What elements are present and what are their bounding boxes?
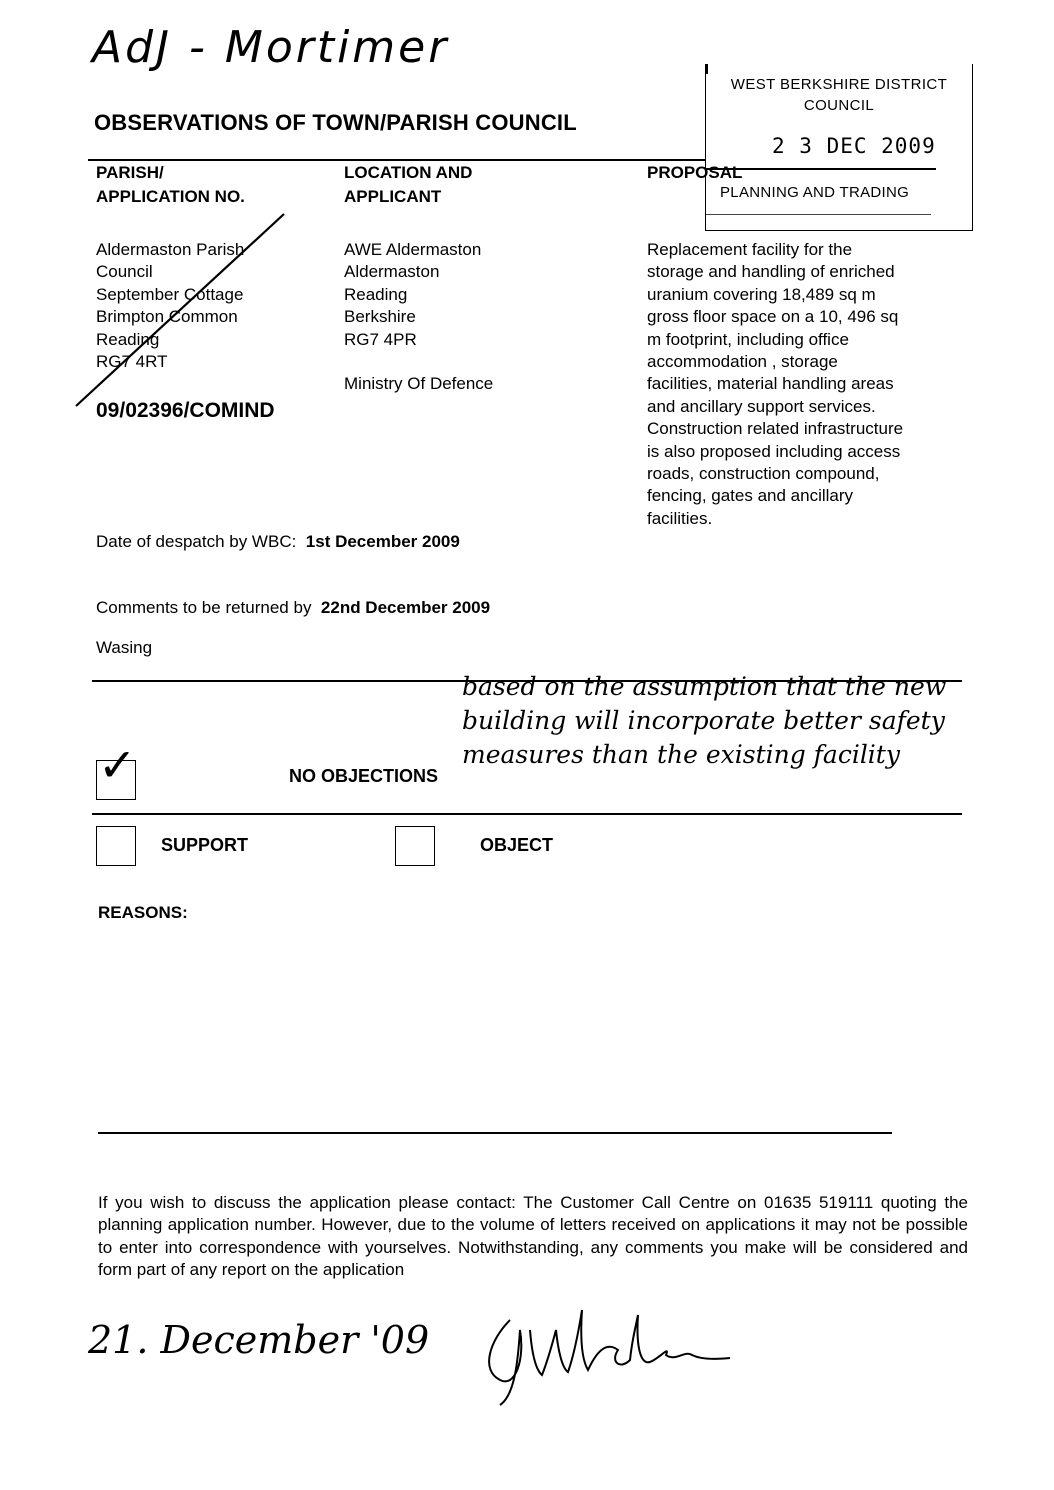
proposal-description — [647, 239, 952, 530]
parish-address-line: Brimpton Common — [96, 307, 238, 327]
handwritten-comment-line: based on the assumption that the new — [462, 672, 947, 701]
parish-address-line: RG7 4RT — [96, 352, 168, 372]
object-checkbox[interactable] — [395, 826, 435, 866]
handwritten-date: 21. December '09 — [88, 1318, 430, 1362]
support-checkbox[interactable] — [96, 826, 136, 866]
proposal-line: is also proposed including access — [647, 441, 901, 461]
handwritten-header: AdJ - Mortimer — [92, 22, 450, 73]
form-title: OBSERVATIONS OF TOWN/PARISH COUNCIL — [94, 110, 577, 135]
parish-address-line: September Cottage — [96, 284, 244, 304]
return-label: Comments to be returned by — [96, 598, 312, 617]
proposal-line: uranium covering 18,489 sq m — [647, 284, 876, 304]
proposal-line: facilities. — [647, 508, 713, 528]
applicant-address-line: Berkshire — [344, 307, 416, 327]
proposal-line: Replacement facility for the — [647, 240, 853, 259]
parish-address-line: Council — [96, 262, 153, 282]
proposal-line: m footprint, including office — [647, 329, 849, 349]
despatch-date-row — [96, 532, 460, 552]
column-header-parish — [96, 161, 245, 209]
proposal-line: facilities, material handling areas — [647, 374, 894, 394]
proposal-line: and ancillary support services. — [647, 396, 876, 416]
applicant-address-line: AWE Aldermaston — [344, 240, 482, 259]
handwritten-comment — [462, 670, 1022, 772]
response-middle-divider — [92, 813, 962, 815]
column-header-location — [344, 161, 472, 209]
wasing-label: Wasing — [96, 638, 153, 657]
column-header-location-line1: LOCATION AND — [344, 163, 473, 182]
handwritten-comment-line: measures than the existing facility — [462, 740, 900, 769]
stamp-department: PLANNING AND TRADING — [720, 184, 910, 201]
reasons-bottom-divider — [98, 1132, 892, 1134]
contact-information: If you wish to discuss the application please contact: The Customer Call Centre on 01635 519111 quoting the planning application number. However, due to the volume of letters received on applications it may not be possible to enter into correspondence with yourselves. Notwithstanding, any comments you make will be considered and form part of any report on the application — [98, 1193, 968, 1280]
stamp-date: 2 3 DEC 2009 — [772, 134, 936, 158]
stamp-council-line1: WEST BERKSHIRE DISTRICT — [730, 76, 948, 93]
signature — [470, 1300, 750, 1410]
applicant-name: Ministry Of Defence — [344, 374, 494, 394]
received-stamp — [705, 64, 973, 231]
object-label: OBJECT — [480, 835, 554, 855]
column-header-parish-line1: PARISH/ — [96, 163, 164, 182]
handwritten-comment-line: building will incorporate better safety — [462, 706, 945, 735]
return-date-row — [96, 598, 490, 618]
despatch-label: Date of despatch by WBC: — [96, 532, 297, 551]
applicant-address-line: RG7 4PR — [344, 329, 417, 349]
proposal-line: fencing, gates and ancillary — [647, 486, 854, 506]
applicant-address-line: Reading — [344, 284, 408, 304]
applicant-address-line: Aldermaston — [344, 262, 440, 282]
reasons-label: REASONS: — [98, 903, 188, 922]
proposal-line: gross floor space on a 10, 496 sq — [647, 307, 899, 327]
column-header-proposal: PROPOSAL — [647, 163, 743, 182]
no-objections-label: NO OBJECTIONS — [289, 766, 439, 786]
address-strikethrough — [70, 210, 300, 410]
support-label: SUPPORT — [161, 835, 249, 855]
checkmark-icon: ✓ — [98, 738, 137, 792]
spacer — [344, 351, 493, 373]
stamp-council-line2: COUNCIL — [803, 97, 875, 114]
applicant-address — [344, 239, 493, 396]
proposal-line: Construction related infrastructure — [647, 419, 904, 439]
proposal-line: accommodation , storage — [647, 352, 838, 372]
column-header-location-line2: APPLICANT — [344, 187, 442, 206]
stamp-corner — [706, 64, 708, 74]
return-date: 22nd December 2009 — [320, 598, 491, 617]
column-header-parish-line2: APPLICATION NO. — [96, 187, 245, 206]
stamp-bottom-divider — [706, 214, 931, 215]
proposal-line: roads, construction compound, — [647, 464, 880, 484]
despatch-date: 1st December 2009 — [305, 532, 460, 551]
parish-address-line: Reading — [96, 329, 160, 349]
application-number: 09/02396/COMIND — [96, 399, 275, 422]
parish-address-line: Aldermaston Parish — [96, 240, 245, 259]
proposal-line: storage and handling of enriched — [647, 262, 895, 282]
